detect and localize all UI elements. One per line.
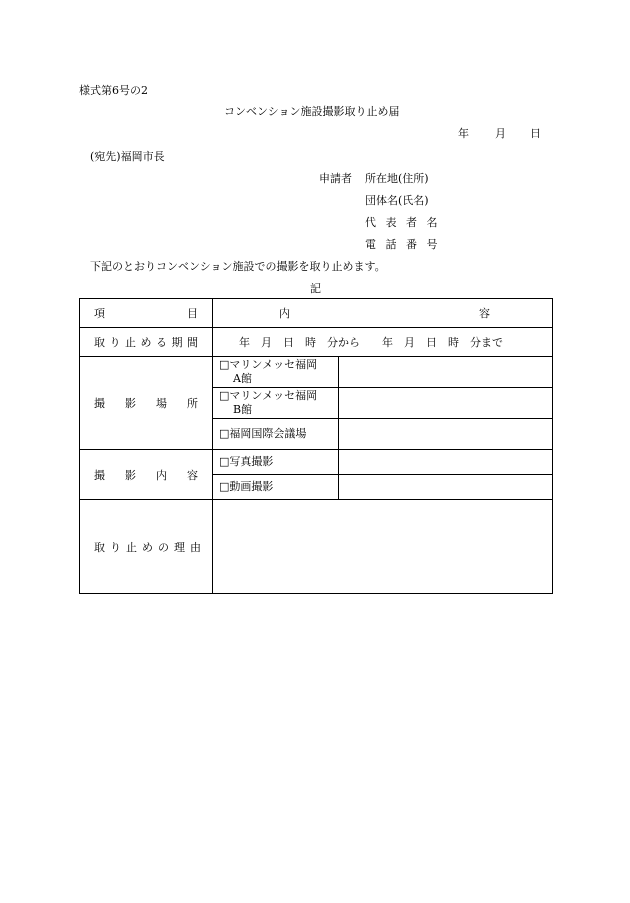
applicant-phone: 電 話 番 号: [365, 238, 441, 251]
content-option-video[interactable]: [213, 475, 339, 500]
form-number: 様式第6号の2: [79, 84, 148, 97]
applicant-representative: 代 表 者 名: [365, 216, 441, 229]
period-label-cell: [80, 328, 213, 357]
form-table: [79, 298, 553, 594]
date-year: 年: [458, 127, 469, 140]
location-option-line1: □福岡国際会議場: [219, 427, 307, 440]
statement: 下記のとおりコンベンション施設での撮影を取り止めます。: [90, 260, 386, 273]
period-row: [80, 328, 553, 357]
location-detail-c[interactable]: [339, 419, 553, 450]
period-label-char: 取: [94, 336, 105, 349]
period-value-cell[interactable]: [213, 328, 553, 357]
reason-label-cell: [80, 500, 213, 594]
header-item-b: 目: [187, 307, 198, 320]
period-value: 年 月 日 時 分から 年 月 日 時 分まで: [239, 336, 503, 349]
location-label-char: 所: [187, 397, 198, 410]
header-content-cell: [213, 299, 553, 328]
period-label-char: る: [156, 336, 167, 349]
reason-label: 取り止めの理由: [94, 540, 206, 554]
content-label-char: 撮: [94, 468, 105, 482]
content-option-label: □写真撮影: [219, 455, 274, 468]
period-label-char: 間: [187, 336, 198, 349]
location-option-marine-a[interactable]: [213, 357, 339, 388]
location-option-congress[interactable]: [213, 419, 339, 450]
reason-input-cell[interactable]: [213, 500, 553, 594]
location-label-char: 撮: [94, 397, 105, 410]
content-label-char: 内: [156, 468, 167, 482]
header-row: [80, 299, 553, 328]
header-content-a: 内: [279, 307, 290, 320]
location-option-line1: □マリンメッセ福岡: [219, 389, 318, 402]
addressee: (宛先)福岡市長: [90, 150, 165, 163]
reason-row: [80, 500, 553, 594]
location-option-line1: □マリンメッセ福岡: [219, 358, 318, 371]
date-day: 日: [530, 127, 541, 140]
date-month: 月: [495, 127, 506, 140]
period-label-char: り: [109, 336, 121, 349]
location-option-marine-b[interactable]: [213, 388, 339, 419]
ki-heading: 記: [310, 282, 321, 295]
content-option-label: □動画撮影: [219, 480, 274, 493]
period-label-char: 止: [125, 336, 136, 349]
content-detail-photo[interactable]: [339, 450, 553, 475]
applicant-label: 申請者: [319, 172, 352, 185]
location-label-cell: [80, 357, 213, 450]
period-label-char: 期: [171, 336, 183, 349]
location-row-a: [80, 357, 553, 388]
header-item-cell: [80, 299, 213, 328]
applicant-org-name: 団体名(氏名): [365, 194, 429, 207]
content-label-char: 容: [187, 468, 198, 482]
document-title: コンベンション施設撮影取り止め届: [224, 105, 400, 118]
location-option-line2: B館: [233, 403, 253, 416]
location-detail-a[interactable]: [339, 357, 553, 388]
location-option-line2: A館: [233, 372, 252, 385]
period-label-char: め: [140, 336, 152, 349]
content-label-char: 影: [125, 468, 136, 482]
location-label-char: 影: [125, 397, 136, 410]
content-label-cell: [80, 450, 213, 500]
content-option-photo[interactable]: [213, 450, 339, 475]
header-item-a: 項: [94, 307, 105, 320]
header-content-b: 容: [479, 307, 490, 320]
applicant-address: 所在地(住所): [365, 172, 429, 185]
content-row-photo: [80, 450, 553, 475]
location-label-char: 場: [156, 397, 167, 410]
location-detail-b[interactable]: [339, 388, 553, 419]
content-detail-video[interactable]: [339, 475, 553, 500]
